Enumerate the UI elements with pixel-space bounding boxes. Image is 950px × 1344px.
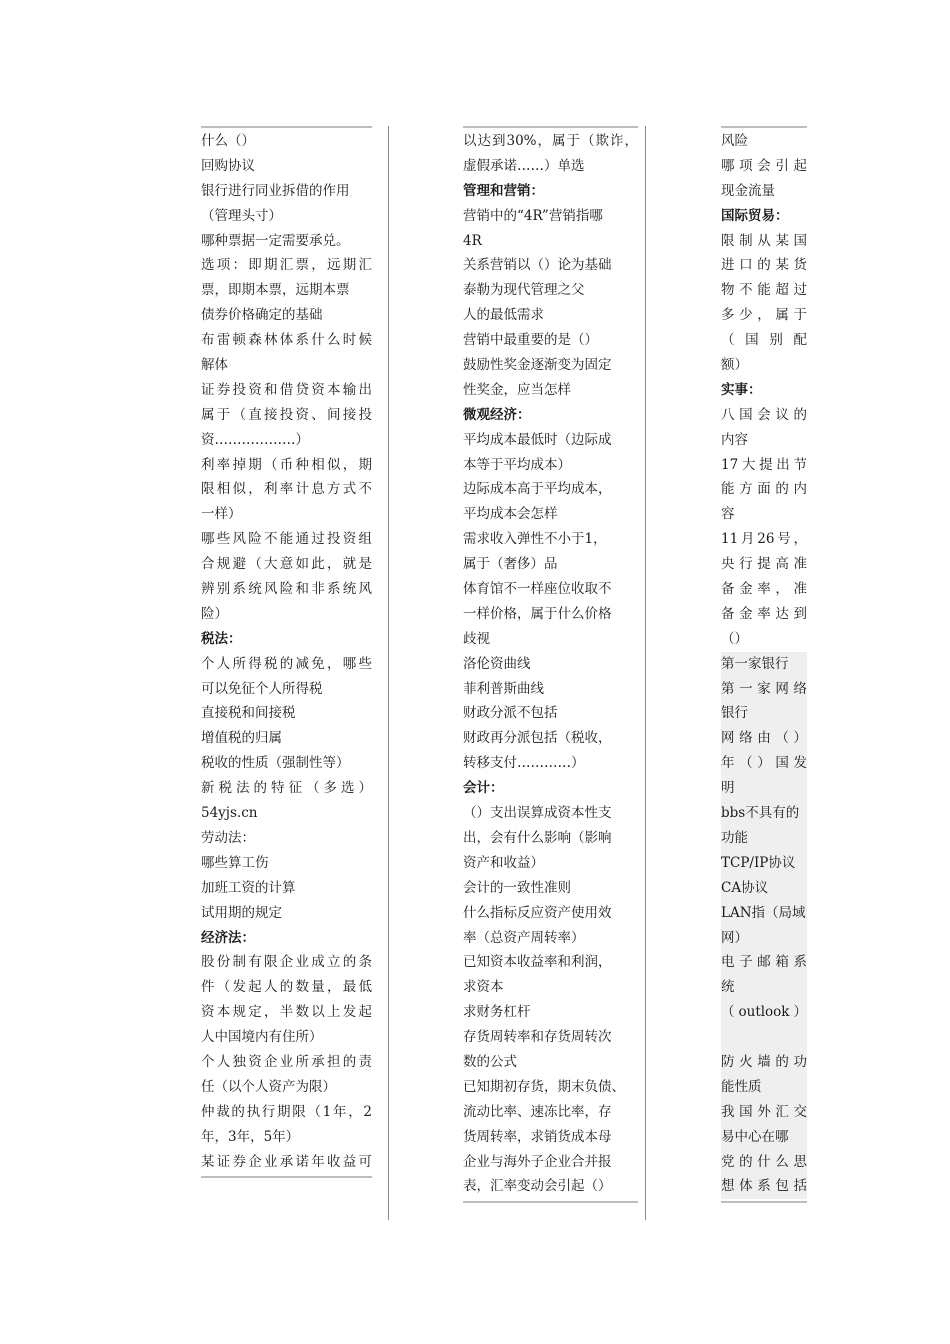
text-line: 虚假承诺……）单选: [463, 157, 585, 174]
text-line: 平均成本会怎样: [463, 506, 558, 523]
text-line: 性奖金，应当怎样: [463, 381, 571, 398]
column-1-bottom-rule: [201, 1176, 372, 1178]
text-line: 统: [721, 975, 807, 1000]
text-line: 可以免征个人所得税: [201, 680, 323, 697]
text-line: 容: [721, 506, 735, 523]
text-line: 已知期初存货，期末负债、: [463, 1078, 625, 1095]
text-line: 4R: [463, 232, 482, 249]
column-2: [463, 126, 638, 1203]
text-line: 限制从某国: [721, 232, 807, 249]
text-line: 直接税和间接税: [201, 705, 296, 722]
text-line: 一样）: [201, 506, 242, 523]
text-line: 辨别系统风险和非系统风: [201, 581, 372, 598]
text-line: 平均成本最低时（边际成: [463, 431, 612, 448]
text-line: 泰勒为现代管理之父: [463, 282, 585, 299]
section-heading: 实事：: [721, 381, 762, 398]
text-line: 进口的某货: [721, 257, 807, 274]
text-line: 选项：即期汇票，远期汇: [201, 257, 372, 274]
text-line: 解体: [201, 357, 228, 374]
text-line: 我国外汇交: [721, 1100, 807, 1125]
text-line: 证券投资和借贷资本输出: [201, 381, 372, 398]
text-line: 股份制有限企业成立的条: [201, 954, 372, 971]
text-line: 增值税的归属: [201, 730, 282, 747]
text-line: 仲裁的执行期限（1年，2: [201, 1103, 372, 1120]
text-line: 本等于平均成本）: [463, 456, 571, 473]
text-line: 人中国境内有住所）: [201, 1029, 323, 1046]
section-heading: 会计：: [463, 780, 504, 797]
text-line: 现金流量: [721, 182, 775, 199]
column-divider-2: [645, 126, 646, 1220]
text-line: 劳动法：: [201, 829, 255, 846]
column-2-bottom-rule: [463, 1201, 638, 1203]
text-line: CA协议: [721, 876, 807, 901]
text-line: 11月26号，: [721, 531, 807, 548]
text-line: 17大提出节: [721, 456, 807, 473]
text-line: 想体系包括: [721, 1174, 807, 1199]
text-line: 菲利普斯曲线: [463, 680, 544, 697]
section-heading: 经济法：: [201, 929, 255, 946]
text-line: 银行: [721, 701, 807, 726]
text-line: 利率掉期（币种相似，期: [201, 456, 372, 473]
text-line: 某证券企业承诺年收益可: [201, 1153, 372, 1170]
text-line: 哪些风险不能通过投资组: [201, 531, 372, 548]
text-line: 能方面的内: [721, 481, 807, 498]
text-line: 人的最低需求: [463, 307, 544, 324]
text-line: 哪些算工伤: [201, 854, 269, 871]
text-line: 流动比率、速冻比率，存: [463, 1103, 612, 1120]
text-line: 数的公式: [463, 1053, 517, 1070]
text-line: 回购协议: [201, 157, 255, 174]
section-heading: 管理和营销：: [463, 182, 544, 199]
text-line: 内容: [721, 431, 748, 448]
column-1: [201, 126, 372, 1178]
column-3-bottom-rule: [721, 1201, 807, 1203]
text-line: 洛伦资曲线: [463, 655, 531, 672]
text-line: 八国会议的: [721, 406, 807, 423]
text-line: （国别配: [721, 332, 807, 349]
text-line: 布雷顿森林体系什么时候: [201, 332, 372, 349]
text-line: （）支出误算成资本性支: [463, 805, 612, 822]
text-line: 资………………）: [201, 431, 309, 448]
text-line: 防火墙的功: [721, 1050, 807, 1075]
text-line: 税收的性质（强制性等）: [201, 755, 350, 772]
text-line: 边际成本高于平均成本，: [463, 481, 612, 498]
text-line: 哪种票据一定需要承兑。: [201, 232, 350, 249]
text-line: 营销中最重要的是（）: [463, 332, 598, 349]
text-line: 属于（直接投资、间接投: [201, 406, 372, 423]
text-line: 试用期的规定: [201, 904, 282, 921]
text-line: 表，汇率变动会引起（）: [463, 1178, 612, 1195]
text-line: LAN指（局域: [721, 901, 807, 926]
text-line: 求资本: [463, 979, 504, 996]
text-line: 备金率，准: [721, 581, 807, 598]
text-line: 资本规定，半数以上发起: [201, 1004, 372, 1021]
text-line: 明: [721, 776, 807, 801]
text-line: 个人所得税的减免，哪些: [201, 655, 372, 672]
text-line: 54yjs.cn: [201, 805, 258, 822]
text-line: （管理头寸）: [201, 207, 282, 224]
section-heading: 国际贸易：: [721, 207, 789, 224]
text-line: 第一家银行: [721, 652, 807, 677]
text-line: 多少，属于: [721, 307, 807, 324]
text-line: 能性质: [721, 1075, 807, 1100]
text-line: 出，会有什么影响（影响: [463, 829, 612, 846]
text-line: 哪项会引起: [721, 157, 807, 174]
text-line: 属于（奢侈）品: [463, 556, 558, 573]
text-line: 已知资本收益率和利润，: [463, 954, 612, 971]
text-line: [721, 1025, 807, 1050]
text-line: 年（）国发: [721, 751, 807, 776]
text-line: 以达到30%，属于（欺诈，: [463, 133, 638, 149]
text-line: 备金率达到: [721, 605, 807, 622]
text-line: 鼓励性奖金逐渐变为固定: [463, 357, 612, 374]
text-line: 风险: [721, 133, 748, 149]
text-line: 票，即期本票，远期本票: [201, 282, 350, 299]
text-line: 什么（）: [201, 133, 255, 149]
text-line: 企业与海外子企业合并报: [463, 1153, 612, 1170]
text-line: 什么指标反应资产使用效: [463, 904, 612, 921]
text-line: 一样价格，属于什么价格: [463, 605, 612, 622]
text-line: 银行进行同业拆借的作用: [201, 182, 350, 199]
text-line: 件（发起人的数量，最低: [201, 979, 372, 996]
text-line: 体育馆不一样座位收取不: [463, 581, 612, 598]
text-line: 资产和收益）: [463, 854, 544, 871]
text-line: 第一家网络: [721, 677, 807, 702]
text-line: 年，3年，5年）: [201, 1128, 300, 1145]
text-line: 转移支付…………）: [463, 755, 585, 772]
column-1-lines: [201, 129, 372, 1174]
text-line: 个人独资企业所承担的责: [201, 1053, 372, 1070]
column-divider-1: [388, 126, 389, 1220]
text-line: 率（总资产周转率）: [463, 929, 585, 946]
text-line: 险）: [201, 605, 228, 622]
text-line: 营销中的“4R”营销指哪: [463, 207, 603, 224]
text-line: 易中心在哪: [721, 1125, 807, 1150]
text-line: 央行提高准: [721, 556, 807, 573]
text-line: 求财务杠杆: [463, 1004, 531, 1021]
column-2-top-rule: [463, 126, 638, 128]
text-line: 加班工资的计算: [201, 879, 296, 896]
column-2-lines: [463, 129, 638, 1199]
text-line: （）: [721, 630, 748, 647]
text-line: 电子邮箱系: [721, 950, 807, 975]
section-heading: 微观经济：: [463, 406, 531, 423]
text-line: 限相似，利率计息方式不: [201, 481, 372, 498]
text-line: 额）: [721, 357, 748, 374]
text-line: 财政再分派包括（税收，: [463, 730, 612, 747]
text-line: 任（以个人资产为限）: [201, 1078, 336, 1095]
text-line: 财政分派不包括: [463, 705, 558, 722]
text-line: 新税法的特征（多选）: [201, 780, 372, 797]
text-line: 党的什么思: [721, 1150, 807, 1175]
text-line: 货周转率，求销货成本母: [463, 1128, 612, 1145]
text-line: 存货周转率和存货周转次: [463, 1029, 612, 1046]
text-line: TCP/IP协议: [721, 851, 807, 876]
text-line: 债券价格确定的基础: [201, 307, 323, 324]
text-line: 歧视: [463, 630, 490, 647]
text-line: 网）: [721, 926, 807, 951]
text-line: 功能: [721, 826, 807, 851]
text-line: 会计的一致性准则: [463, 879, 571, 896]
text-line: 关系营销以（）论为基础: [463, 257, 612, 274]
text-line: 合规避（大意如此，就是: [201, 556, 372, 573]
column-3-lines: [721, 129, 807, 1199]
text-line: bbs不具有的: [721, 801, 807, 826]
text-line: （outlook）: [721, 1000, 807, 1025]
text-line: 网络由（）: [721, 726, 807, 751]
column-3: [721, 126, 807, 1203]
section-heading: 税法：: [201, 630, 242, 647]
column-3-top-rule: [721, 126, 807, 128]
text-line: 需求收入弹性不小于1，: [463, 531, 607, 548]
column-1-top-rule: [201, 126, 372, 128]
text-line: 物不能超过: [721, 282, 807, 299]
